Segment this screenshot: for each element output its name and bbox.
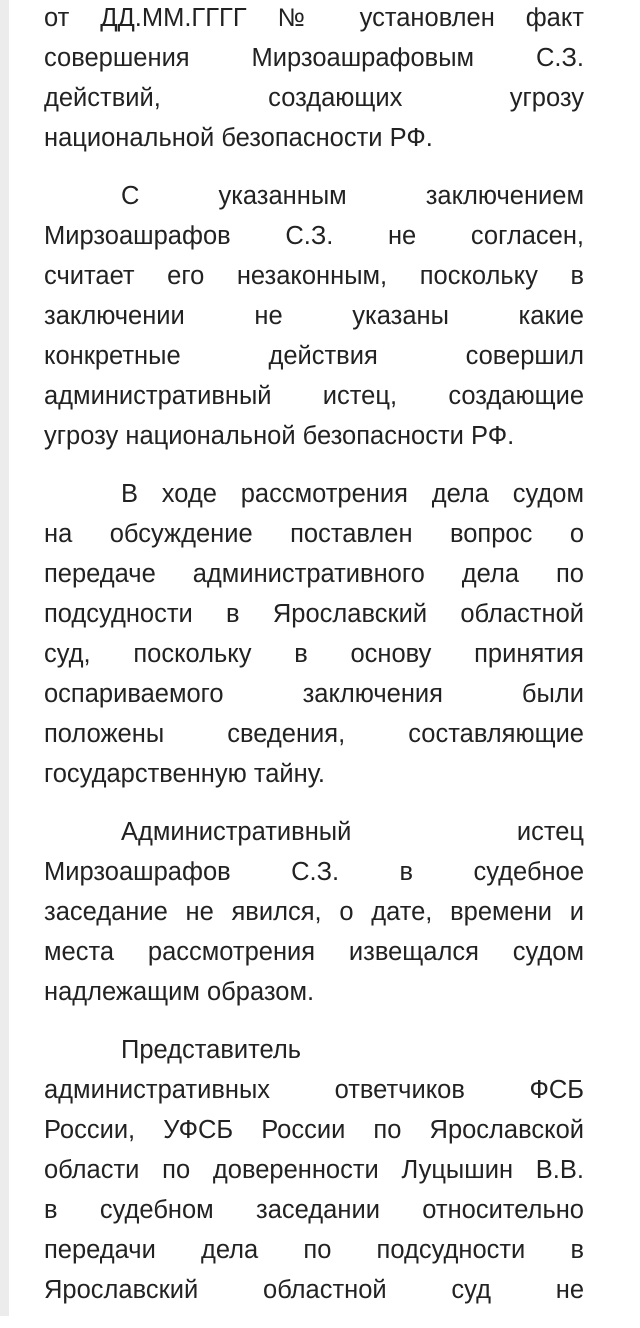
paragraph-5: [44, 1030, 584, 1310]
text-line: угрозу национальной безопасности РФ.: [44, 422, 515, 450]
text-line: на обсуждение поставлен вопрос о: [44, 520, 584, 548]
text-line: заседание не явился, о дате, времени и: [44, 898, 584, 926]
paragraph-2: [44, 176, 584, 456]
text-line: оспариваемого заключения были: [44, 680, 584, 708]
text-line: административный истец, создающие: [44, 382, 584, 410]
text-line: заключении не указаны какие: [44, 302, 584, 330]
text-line: Административный истец: [121, 818, 584, 846]
text-line: государственную тайну.: [44, 760, 325, 788]
paragraph-3: [44, 474, 584, 794]
text-line: Мирзоашрафов С.З. в судебное: [44, 858, 584, 886]
text-line: считает его незаконным, поскольку в: [44, 262, 584, 290]
text-line: России, УФСБ России по Ярославской: [44, 1116, 584, 1144]
text-line: В ходе рассмотрения дела судом: [121, 480, 584, 508]
document-body: [44, 0, 584, 1328]
text-line: национальной безопасности РФ.: [44, 124, 433, 152]
text-line: положены сведения, составляющие: [44, 720, 584, 748]
text-line: конкретные действия совершил: [44, 342, 584, 370]
text-line: суд, поскольку в основу принятия: [44, 640, 584, 668]
text-line: от ДД.ММ.ГГГГ № установлен факт: [44, 4, 584, 32]
text-line: С указанным заключением: [121, 182, 584, 210]
text-line: области по доверенности Луцышин В.В.: [44, 1156, 584, 1184]
paragraph-4: [44, 812, 584, 1012]
text-line: административных ответчиков ФСБ: [44, 1076, 584, 1104]
text-line: передаче административного дела по: [44, 560, 584, 588]
text-line: совершения Мирзоашрафовым С.З.: [44, 44, 584, 72]
page-left-margin-bar: [0, 0, 9, 1316]
text-line: действий, создающих угрозу: [44, 84, 584, 112]
text-line: места рассмотрения извещался судом: [44, 938, 584, 966]
paragraph-1: [44, 0, 584, 158]
text-line: подсудности в Ярославский областной: [44, 600, 584, 628]
text-line: надлежащим образом.: [44, 978, 315, 1006]
text-line: Представитель: [121, 1036, 302, 1064]
text-line: Мирзоашрафов С.З. не согласен,: [44, 222, 584, 250]
text-line: в судебном заседании относительно: [44, 1196, 584, 1224]
text-line: передачи дела по подсудности в: [44, 1236, 584, 1264]
text-line: Ярославский областной суд не: [44, 1276, 584, 1304]
